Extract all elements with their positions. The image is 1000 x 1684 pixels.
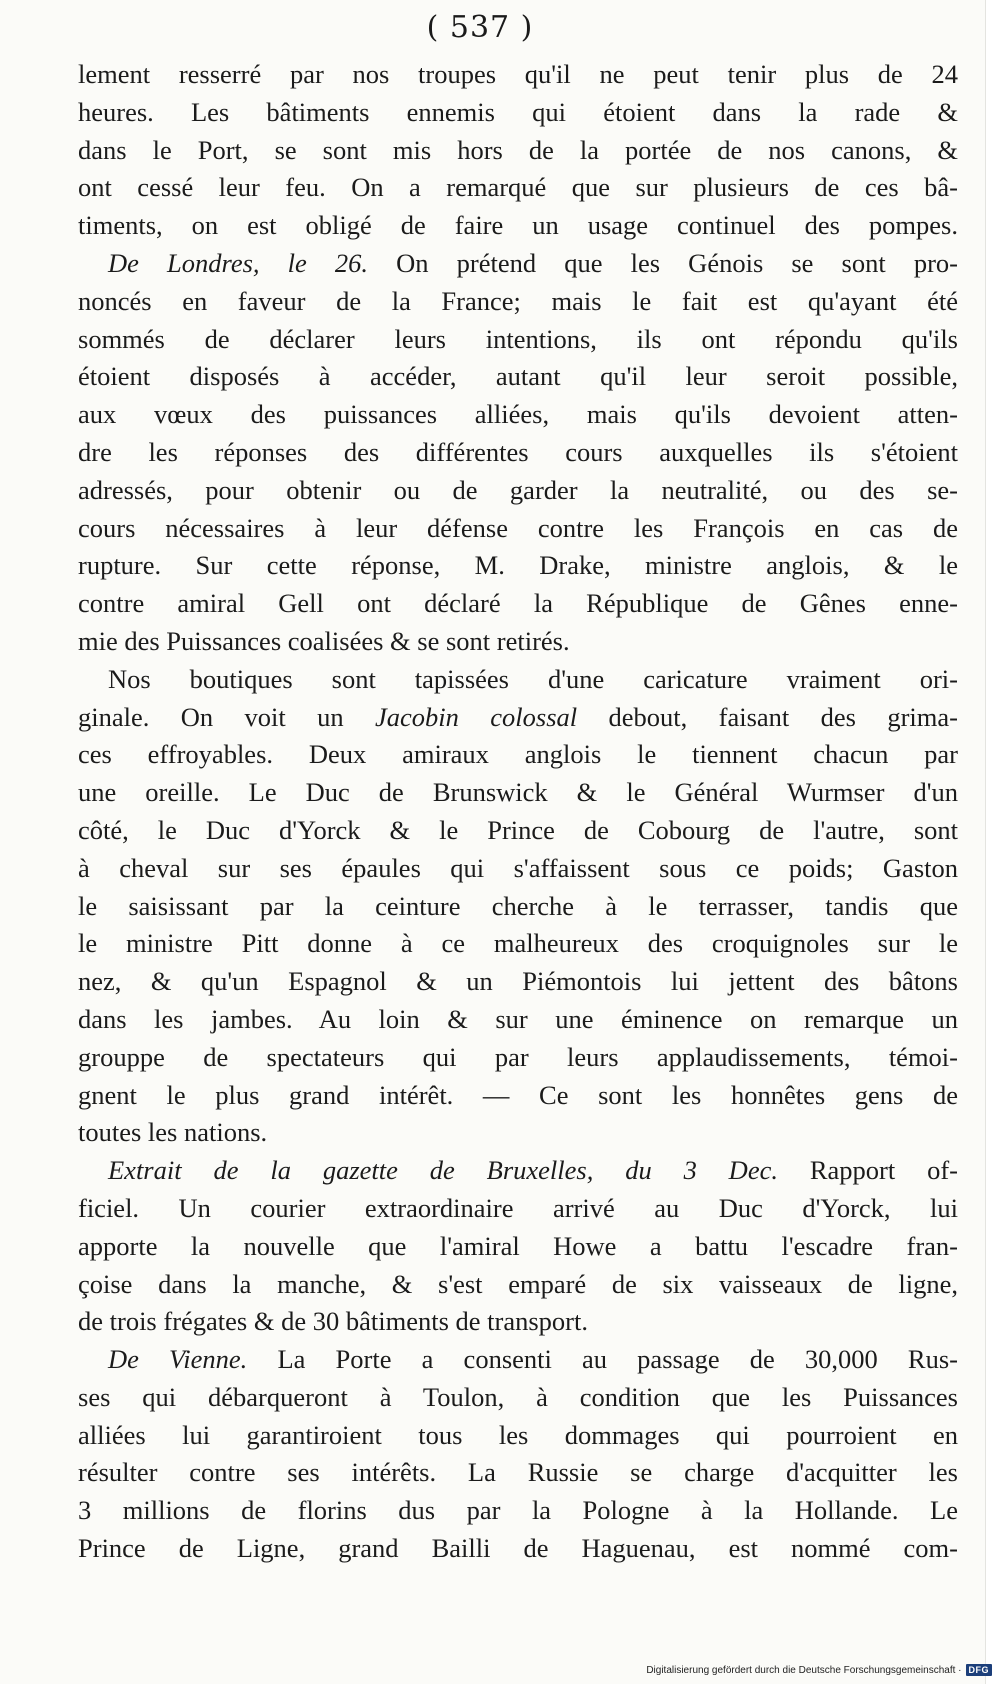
text-line xyxy=(78,245,958,283)
text-line: cours nécessaires à leur défense contre les François en cas de xyxy=(78,512,958,543)
text-line xyxy=(78,1152,958,1190)
text-line: 3 millions de florins dus par la Pologne à la Hollande. Le xyxy=(78,1495,958,1526)
text-line: dre les réponses des différentes cours auxquelles ils s'étoient xyxy=(78,436,958,467)
text-line: nez, & qu'un Espagnol & un Piémontois lui jettent des bâtons xyxy=(78,966,958,997)
text-line: le saisissant par la ceinture cherche à le terrasser, tandis que xyxy=(78,890,958,921)
text-line: ficiel. Un courier extraordinaire arrivé au Duc d'Yorck, lui xyxy=(78,1192,958,1223)
text-line: lement resserré par nos troupes qu'il ne peut tenir plus de 24 xyxy=(78,59,958,89)
text-fragment: debout, faisant des grima- xyxy=(577,701,958,732)
text-fragment: ginale. On voit un xyxy=(78,701,375,732)
paragraph-5 xyxy=(78,1341,958,1568)
text-line: ont cessé leur feu. On a remarqué que sur plusieurs de ces bâ- xyxy=(78,172,958,203)
dateline-london: De Londres, le 26. xyxy=(108,247,369,278)
text-line: grouppe de spectateurs qui par leurs applaudissements, témoi- xyxy=(78,1041,958,1072)
text-line: dans les jambes. Au loin & sur une éminence on remarque un xyxy=(78,1003,958,1034)
digitization-footer xyxy=(646,1664,992,1676)
dateline-bruxelles: Extrait de la gazette de Bruxelles, du 3 Dec. xyxy=(108,1155,778,1186)
body-text xyxy=(78,56,958,1568)
text-line: Prince de Ligne, grand Bailli de Haguenau, est nommé com- xyxy=(78,1533,958,1564)
text-line: Nos boutiques sont tapissées d'une caricature vraiment ori- xyxy=(108,663,958,694)
text-line: timents, on est obligé de faire un usage continuel des pompes. xyxy=(78,210,958,241)
text-line: heures. Les bâtiments ennemis qui étoient dans la rade & xyxy=(78,96,958,127)
text-line: contre amiral Gell ont déclaré la République de Gênes enne- xyxy=(78,588,958,619)
text-line: sommés de déclarer leurs intentions, ils ont répondu qu'ils xyxy=(78,323,958,354)
paragraph-3 xyxy=(78,661,958,1152)
text-line xyxy=(78,699,958,737)
text-line: mie des Puissances coalisées & se sont retirés. xyxy=(78,625,570,656)
text-line: à cheval sur ses épaules qui s'affaissent sous ce poids; Gaston xyxy=(78,852,958,883)
text-line: côté, le Duc d'Yorck & le Prince de Cobourg de l'autre, sont xyxy=(78,814,958,845)
footer-text: Digitalisierung gefördert durch die Deutsche Forschungsgemeinschaft · xyxy=(646,1664,962,1676)
emphasis-jacobin: Jacobin colossal xyxy=(375,701,578,732)
text-line: adressés, pour obtenir ou de garder la neutralité, ou des se- xyxy=(78,474,958,505)
text-line: apporte la nouvelle que l'amiral Howe a battu l'escadre fran- xyxy=(78,1230,958,1261)
text-line: ces effroyables. Deux amiraux anglois le tiennent chacun par xyxy=(78,739,958,770)
text-line: de trois frégates & de 30 bâtiments de transport. xyxy=(78,1306,588,1337)
text-line: une oreille. Le Duc de Brunswick & le Général Wurmser d'un xyxy=(78,777,958,808)
dateline-vienne: De Vienne. xyxy=(108,1344,248,1375)
text-line: le ministre Pitt donne à ce malheureux des croquignoles sur le xyxy=(78,928,958,959)
text-line: résulter contre ses intérêts. La Russie se charge d'acquitter les xyxy=(78,1457,958,1488)
paragraph-4 xyxy=(78,1152,958,1341)
paragraph-1 xyxy=(78,56,958,245)
text-line: étoient disposés à accéder, autant qu'il leur seroit possible, xyxy=(78,361,958,392)
text-line: noncés en faveur de la France; mais le fait est qu'ayant été xyxy=(78,285,958,316)
page-number: ( 537 ) xyxy=(426,10,534,45)
text-line: aux vœux des puissances alliées, mais qu'ils devoient atten- xyxy=(78,399,958,430)
text-line: toutes les nations. xyxy=(78,1117,268,1148)
text-line: gnent le plus grand intérêt. — Ce sont les honnêtes gens de xyxy=(78,1079,958,1110)
text-line: alliées lui garantiroient tous les dommages qui pourroient en xyxy=(78,1419,958,1450)
text-line: dans le Port, se sont mis hors de la portée de nos canons, & xyxy=(78,134,958,165)
text-fragment: On prétend que les Génois se sont pro- xyxy=(396,247,959,278)
text-line xyxy=(78,1341,958,1379)
text-fragment: Rapport of- xyxy=(777,1155,958,1186)
text-line: ses qui débarqueront à Toulon, à condition que les Puissances xyxy=(78,1381,958,1412)
text-line: çoise dans la manche, & s'est emparé de six vaisseaux de ligne, xyxy=(78,1268,958,1299)
paragraph-2 xyxy=(78,245,958,661)
text-fragment: La Porte a consenti au passage de 30,000 Rus- xyxy=(247,1344,958,1375)
dfg-logo: DFG xyxy=(966,1664,993,1676)
text-line: rupture. Sur cette réponse, M. Drake, ministre anglois, & le xyxy=(78,550,958,581)
